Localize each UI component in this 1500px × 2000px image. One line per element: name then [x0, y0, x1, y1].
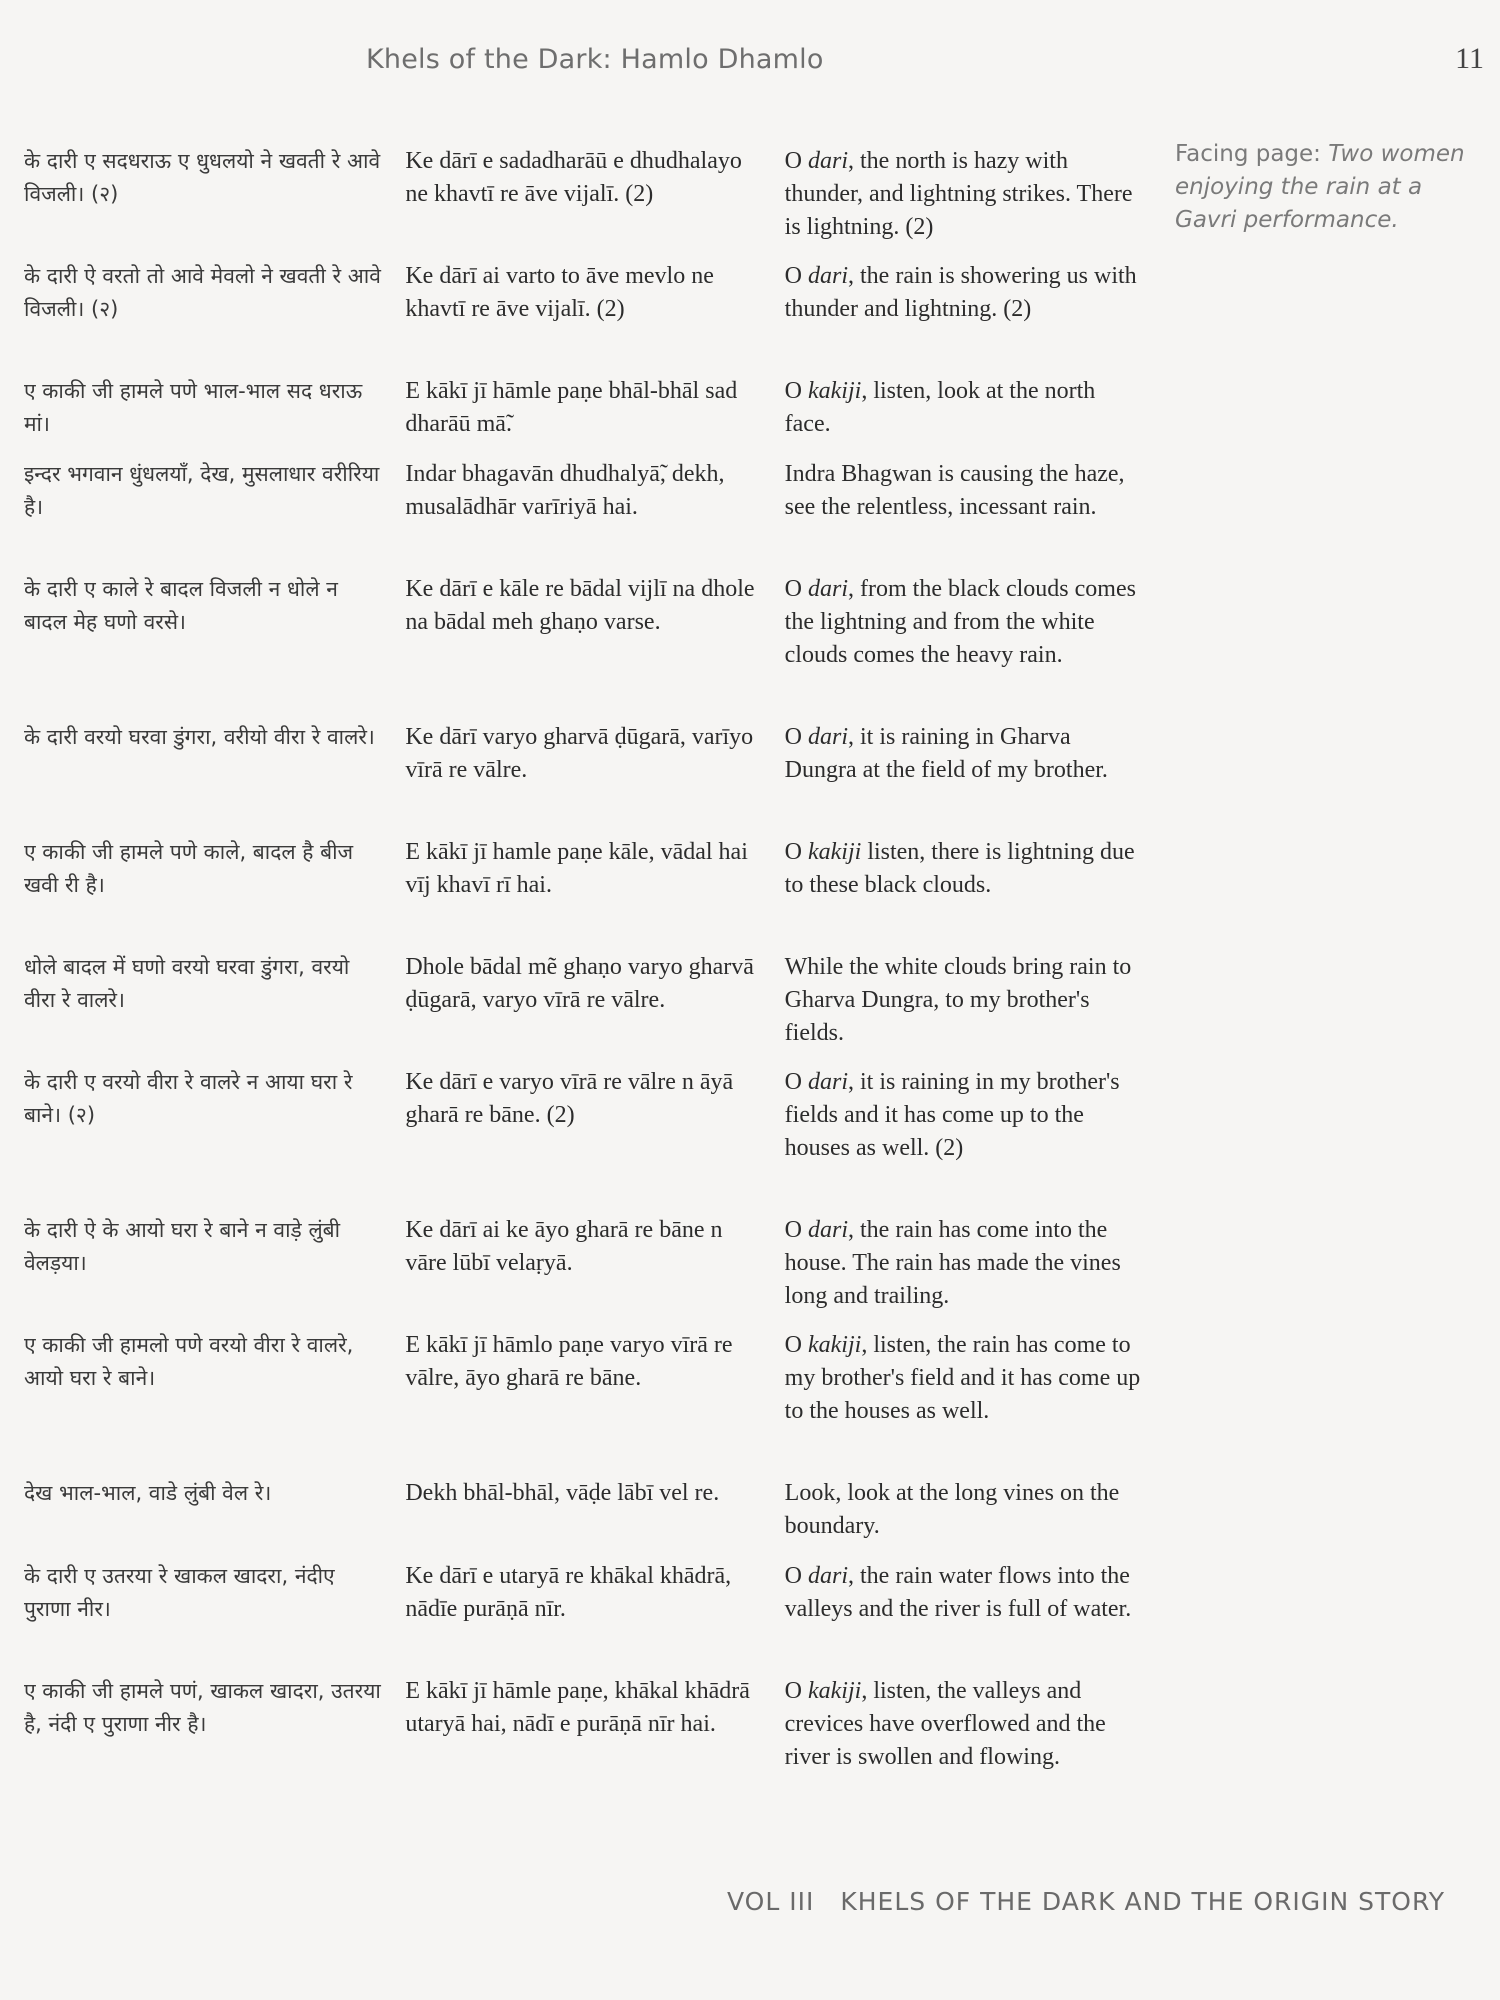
- verse-row: [24, 1560, 1144, 1675]
- transliteration: E kākī jī hāmle paṇe, khākal khādrā utaryā hai, nādī e purāṇā nīr hai.: [405, 1678, 750, 1737]
- translation-text: , listen, the rain has come to my brother's field and it has come up to the houses as well.: [784, 1332, 1141, 1424]
- transliteration: E kākī jī hāmlo paṇe varyo vīrā re vālre, āyo gharā re bāne.: [405, 1332, 733, 1391]
- hindi-verse: ए काकी जी हामले पणे भाल-भाल सद धराऊ मां।: [24, 379, 363, 436]
- hindi-verse: के दारी वरयो घरवा डुंगरा, वरीयो वीरा रे वालरे।: [24, 725, 375, 749]
- verse-row: [24, 1214, 1144, 1329]
- emphasized-term: dari: [808, 148, 849, 174]
- verse-row: [24, 260, 1144, 375]
- verse-row: [24, 573, 1144, 721]
- translation-text: , the north is hazy with thunder, and lightning strikes. There is lightning. (2): [784, 148, 1133, 240]
- emphasized-term: kakiji: [808, 378, 862, 404]
- english-translation: [785, 1066, 1144, 1165]
- hindi-verse: ए काकी जी हामले पणं, खाकल खादरा, उतरया है, नंदी ए पुराणा नीर है।: [24, 1679, 381, 1736]
- translation-text: Indra Bhagwan is causing the haze, see the relentless, incessant rain.: [784, 461, 1125, 520]
- footer-volume: VOL III: [727, 1887, 815, 1916]
- hindi-verse: के दारी ए उतरया रे खाकल खादरा, नंदीए पुराणा नीर।: [24, 1564, 335, 1621]
- caption-label: Facing page:: [1175, 141, 1329, 167]
- translation-text: O: [784, 1069, 808, 1095]
- transliteration: Ke dārī e kāle re bādal vijlī na dhole na bādal meh ghaṇo varse.: [405, 576, 755, 635]
- english-translation: [785, 375, 1144, 441]
- english-translation: [785, 1560, 1144, 1626]
- english-translation: [785, 951, 1144, 1050]
- translation-text: O: [784, 1217, 808, 1243]
- translation-text: O: [784, 839, 808, 865]
- emphasized-term: dari: [808, 263, 849, 289]
- page-footer: [727, 1887, 1445, 1916]
- translation-text: O: [784, 263, 808, 289]
- english-translation: [785, 145, 1144, 244]
- verse-row: [24, 721, 1144, 836]
- transliteration: E kākī jī hamle paṇe kāle, vādal hai vīj khavī rī hai.: [405, 839, 748, 898]
- hindi-verse: इन्दर भगवान धुंधलयाँ, देख, मुसलाधार वरीरिया है।: [24, 462, 380, 519]
- hindi-verse: धोले बादल में घणो वरयो घरवा डुंगरा, वरयो वीरा रे वालरे।: [24, 955, 350, 1012]
- footer-title: KHELS OF THE DARK AND THE ORIGIN STORY: [840, 1887, 1446, 1916]
- english-translation: [785, 1477, 1144, 1543]
- transliteration: Dekh bhāl-bhāl, vāḍe lābī vel re.: [405, 1480, 720, 1506]
- caption-text: Two women enjoying the rain at a Gavri performance.: [1175, 141, 1465, 233]
- english-translation: [785, 458, 1144, 524]
- translation-text: O: [784, 576, 808, 602]
- emphasized-term: dari: [808, 576, 849, 602]
- translation-text: , from the black clouds comes the lightning and from the white clouds comes the heavy rain.: [784, 576, 1136, 668]
- transliteration: Ke dārī e varyo vīrā re vālre n āyā gharā re bāne. (2): [405, 1069, 734, 1128]
- english-translation: [785, 1214, 1144, 1313]
- hindi-verse: देख भाल-भाल, वाडे लुंबी वेल रे।: [24, 1481, 272, 1505]
- transliteration: Ke dārī e utaryā re khākal khādrā, nādīe purāṇā nīr.: [405, 1563, 732, 1622]
- transliteration: E kākī jī hāmle paṇe bhāl-bhāl sad dharāū mā̃.: [405, 378, 738, 437]
- verse-row: [24, 375, 1144, 458]
- running-head: Khels of the Dark: Hamlo Dhamlo: [366, 44, 824, 75]
- transliteration: Ke dārī e sadadharāū e dhudhalayo ne khavtī re āve vijalī. (2): [405, 148, 742, 207]
- verse-row: [24, 458, 1144, 573]
- emphasized-term: kakiji: [808, 1678, 862, 1704]
- translation-text: While the white clouds bring rain to Gharva Dungra, to my brother's fields.: [784, 954, 1132, 1046]
- translation-text: O: [784, 148, 808, 174]
- emphasized-term: dari: [808, 724, 849, 750]
- verse-row: [24, 836, 1144, 951]
- translation-text: , the rain has come into the house. The rain has made the vines long and trailing.: [784, 1217, 1121, 1309]
- verse-row: [24, 1329, 1144, 1477]
- english-translation: [785, 260, 1144, 326]
- verse-row: [24, 951, 1144, 1066]
- translation-text: Look, look at the long vines on the boundary.: [784, 1480, 1120, 1539]
- transliteration: Ke dārī ai varto to āve mevlo ne khavtī re āve vijalī. (2): [405, 263, 714, 322]
- translation-text: , it is raining in Gharva Dungra at the field of my brother.: [784, 724, 1108, 783]
- translation-text: , the rain water flows into the valleys and the river is full of water.: [784, 1563, 1132, 1622]
- translation-text: listen, there is lightning due to these black clouds.: [784, 839, 1135, 898]
- translation-text: O: [784, 1563, 808, 1589]
- page-number: 11: [1455, 42, 1484, 75]
- english-translation: [785, 1329, 1144, 1428]
- verse-row: [24, 145, 1144, 260]
- translation-text: O: [784, 724, 808, 750]
- translation-text: , listen, look at the north face.: [784, 378, 1096, 437]
- emphasized-term: dari: [808, 1217, 849, 1243]
- emphasized-term: kakiji: [808, 1332, 862, 1358]
- english-translation: [785, 1675, 1144, 1774]
- translation-text: , listen, the valleys and crevices have overflowed and the river is swollen and flowing.: [784, 1678, 1106, 1770]
- english-translation: [785, 573, 1144, 672]
- translation-text: O: [784, 1678, 808, 1704]
- photo-caption: [1175, 138, 1475, 237]
- transliteration: Indar bhagavān dhudhalyā̃, dekh, musalādhār varīriyā hai.: [405, 461, 725, 520]
- verse-row: [24, 1066, 1144, 1214]
- hindi-verse: ए काकी जी हामले पणे काले, बादल है बीज खवी री है।: [24, 840, 354, 897]
- translation-text: , the rain is showering us with thunder and lightning. (2): [784, 263, 1137, 322]
- hindi-verse: के दारी ए वरयो वीरा रे वालरे न आया घरा रे बाने। (२): [24, 1070, 353, 1127]
- hindi-verse: ए काकी जी हामलो पणे वरयो वीरा रे वालरे, आयो घरा रे बाने।: [24, 1333, 354, 1390]
- english-translation: [785, 836, 1144, 902]
- hindi-verse: के दारी ए काले रे बादल विजली न धोले न बादल मेह घणो वरसे।: [24, 577, 338, 634]
- hindi-verse: के दारी ए सदधराऊ ए धुधलयो ने खवती रे आवे विजली। (२): [24, 149, 381, 206]
- translation-text: O: [784, 378, 808, 404]
- hindi-verse: के दारी ऐ के आयो घरा रे बाने न वाड़े लुंबी वेलड़या।: [24, 1218, 341, 1275]
- emphasized-term: dari: [808, 1563, 849, 1589]
- transliteration: Dhole bādal mẽ ghaṇo varyo gharvā ḍūgarā, varyo vīrā re vālre.: [405, 954, 754, 1013]
- emphasized-term: dari: [808, 1069, 849, 1095]
- emphasized-term: kakiji: [808, 839, 862, 865]
- transliteration: Ke dārī varyo gharvā ḍūgarā, varīyo vīrā re vālre.: [405, 724, 754, 783]
- transliteration: Ke dārī ai ke āyo gharā re bāne n vāre lūbī velaṛyā.: [405, 1217, 723, 1276]
- translation-text: O: [784, 1332, 808, 1358]
- hindi-verse: के दारी ऐ वरतो तो आवे मेवलो ने खवती रे आवे विजली। (२): [24, 264, 381, 321]
- english-translation: [785, 721, 1144, 787]
- verse-row: [24, 1675, 1144, 1823]
- verse-table: [24, 145, 1144, 1823]
- translation-text: , it is raining in my brother's fields and it has come up to the houses as well. (2): [784, 1069, 1120, 1161]
- verse-row: [24, 1477, 1144, 1560]
